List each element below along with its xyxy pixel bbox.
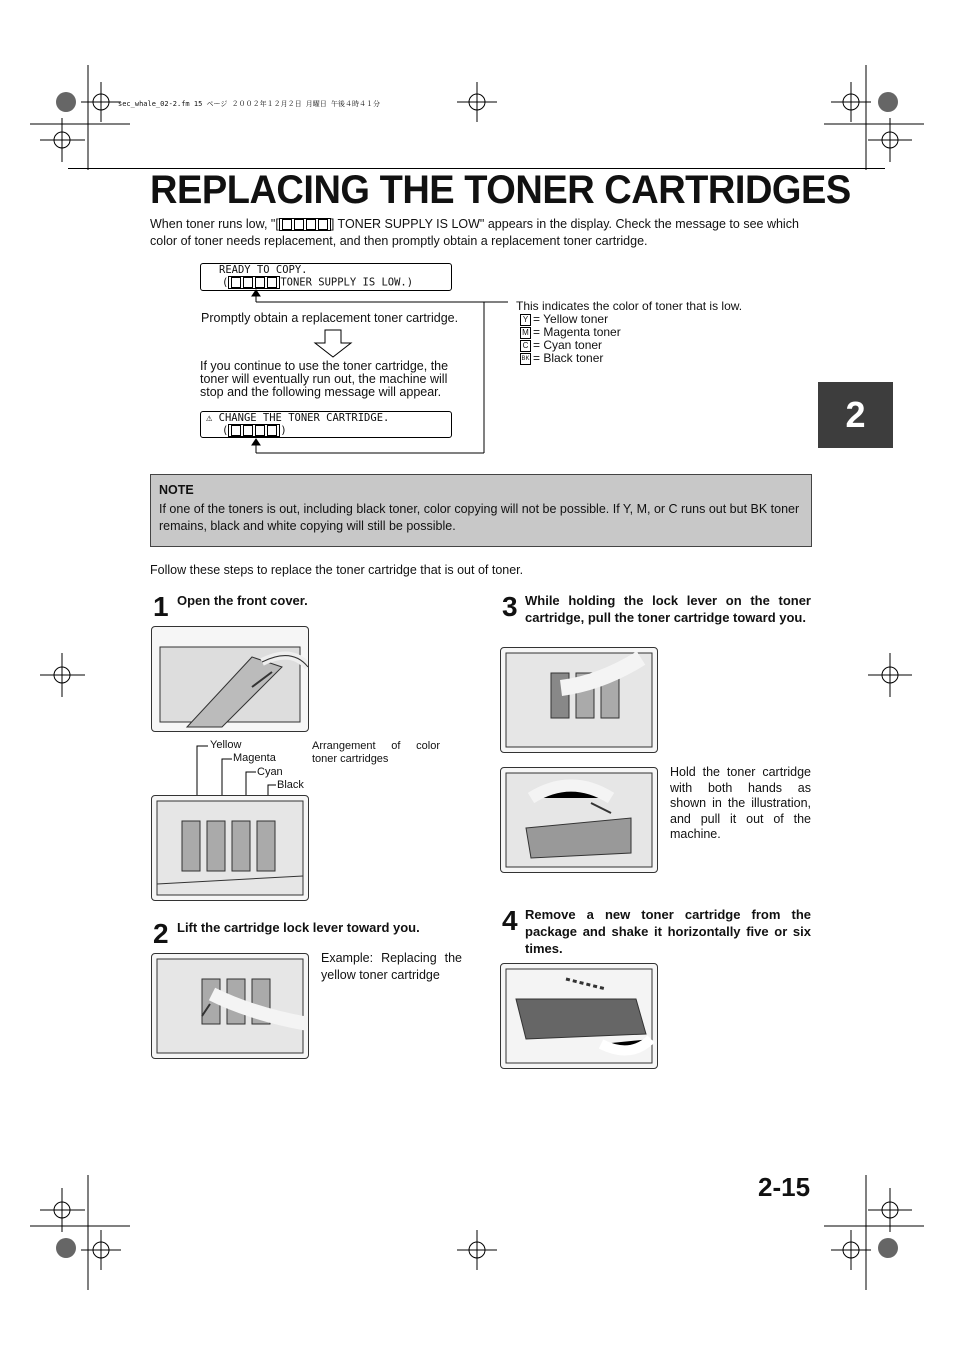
both-hands-image <box>501 768 657 872</box>
step-title: While holding the lock lever on the toner cartridge, pull the toner cartridge toward you. <box>525 593 811 625</box>
follow-text: Follow these steps to replace the toner cartridge that is out of toner. <box>150 563 524 577</box>
intro-paragraph: When toner runs low, "[ ] TONER SUPPLY IS LOW" appears in the display. Check the message to see which color of toner needs replacement, and then promptly obtain a replacement toner cartridge. <box>150 217 799 248</box>
legend-item: C = Cyan toner <box>516 339 742 352</box>
page-number: 2-15 <box>758 1172 811 1202</box>
legend-item: Y = Yellow toner <box>516 313 742 326</box>
shake-image <box>501 964 657 1068</box>
display-change-cartridge: ⚠ CHANGE THE TONER CARTRIDGE. ( ) <box>200 411 452 438</box>
label-black: Black <box>277 779 304 791</box>
step-title: Remove a new toner cartridge from the package and shake it horizontally five or six times. <box>525 907 811 956</box>
color-boxes-icon <box>228 424 280 437</box>
file-stamp: sec_whale_02-2.fm 15 ページ ２００２年１２月２日 月曜日 午後４時４１分 <box>118 100 381 108</box>
copier-open-cover-image <box>152 627 308 731</box>
step-number: 2 <box>153 918 169 949</box>
step-title: Lift the cartridge lock lever toward you. <box>177 920 420 935</box>
note-heading: NOTE <box>159 483 194 497</box>
display-toner-low: READY TO COPY. ( TONER SUPPLY IS LOW.) <box>200 263 452 291</box>
legend-item: BK = Black toner <box>521 351 604 365</box>
lock-lever-illustration <box>151 953 309 1059</box>
step-number: 1 <box>153 591 169 622</box>
front-cover-illustration <box>151 626 309 732</box>
note-text: If one of the toners is out, including black toner, color copying will not be possible. If Y, M, or C runs out but BK toner remains, black and white copying will still be possible. <box>159 502 800 533</box>
note-box <box>150 474 812 547</box>
lift-lever-image <box>152 954 308 1058</box>
label-cyan: Cyan <box>257 766 283 778</box>
toner-cartridges-image <box>152 796 308 900</box>
step-title: Open the front cover. <box>177 593 308 608</box>
pull-cartridge-image <box>501 648 657 752</box>
arrangement-caption: Arrangement of color toner cartridges <box>312 740 440 765</box>
cartridge-arrangement-illustration <box>151 795 309 901</box>
hold-caption: Hold the toner cartridge with both hands as shown in the illustration, and pull it out of the machine. <box>670 765 811 841</box>
step-number: 4 <box>502 905 518 936</box>
page-title: REPLACING THE TONER CARTRIDGES <box>150 168 851 212</box>
label-magenta: Magenta <box>233 752 276 764</box>
label-yellow: Yellow <box>210 739 242 751</box>
warning-icon: ⚠ <box>206 412 213 424</box>
hold-lever-illustration <box>500 647 658 753</box>
step-number: 3 <box>502 591 518 622</box>
shake-cartridge-illustration <box>500 963 658 1069</box>
legend-item: M = Magenta toner <box>516 326 742 339</box>
continue-text: If you continue to use the toner cartridge, the toner will eventually run out, the machine will stop and the following message will appear. <box>200 359 449 399</box>
promptly-text: Promptly obtain a replacement toner cartridge. <box>201 311 459 325</box>
chapter-tab: 2 <box>818 382 893 448</box>
pull-out-illustration <box>500 767 658 873</box>
example-caption: Example: Replacing the yellow toner cartridge <box>321 951 462 982</box>
color-legend: This indicates the color of toner that is low. Y = Yellow toner M = Magenta toner C = Cyan toner BK = Black toner <box>516 299 743 365</box>
